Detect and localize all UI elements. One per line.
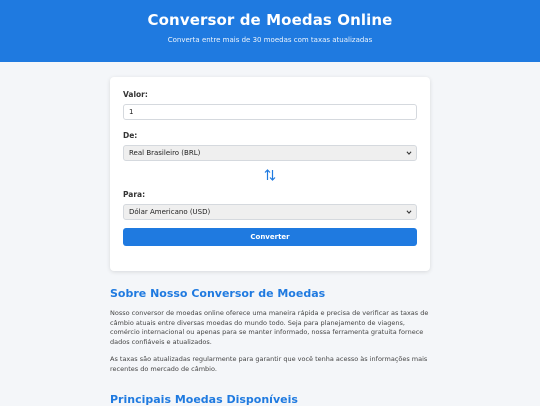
about-paragraph-2: As taxas são atualizadas regularmente para garantir que você tenha acesso às informações mais recentes do mercado de câmbio.	[110, 355, 428, 373]
from-currency-select[interactable]	[123, 145, 417, 161]
currencies-title: Principais Moedas Disponíveis	[110, 393, 298, 406]
converter-card	[110, 77, 430, 271]
convert-button[interactable]: Converter	[123, 228, 417, 246]
swap-container	[123, 167, 417, 185]
to-label: Para:	[123, 190, 146, 199]
from-currency-value: Real Brasileiro (BRL)	[129, 149, 201, 157]
about-section	[110, 287, 430, 374]
value-label: Valor:	[123, 90, 148, 99]
page-subtitle: Converta entre mais de 30 moedas com taxas atualizadas	[167, 36, 373, 44]
about-paragraph-1: Nosso conversor de moedas online oferece uma maneira rápida e precisa de verificar as taxas de câmbio atuais entre diversas moedas do mundo todo. Seja para planejamento de viagens, comércio internacional ou apenas para se manter informado, nossa ferramenta gratuita fornece dados confiáveis e atualizados.	[110, 309, 429, 346]
to-currency-value: Dólar Americano (USD)	[129, 208, 211, 216]
from-label: De:	[123, 131, 138, 140]
chevron-down-icon	[406, 209, 412, 215]
swap-icon[interactable]	[264, 168, 276, 182]
value-input[interactable]: 1	[123, 104, 417, 120]
page-title: Conversor de Moedas Online	[147, 11, 393, 29]
currencies-section	[110, 393, 430, 406]
to-currency-select[interactable]	[123, 204, 417, 220]
page-header	[0, 0, 540, 62]
about-title: Sobre Nosso Conversor de Moedas	[110, 287, 326, 300]
chevron-down-icon	[406, 150, 412, 156]
